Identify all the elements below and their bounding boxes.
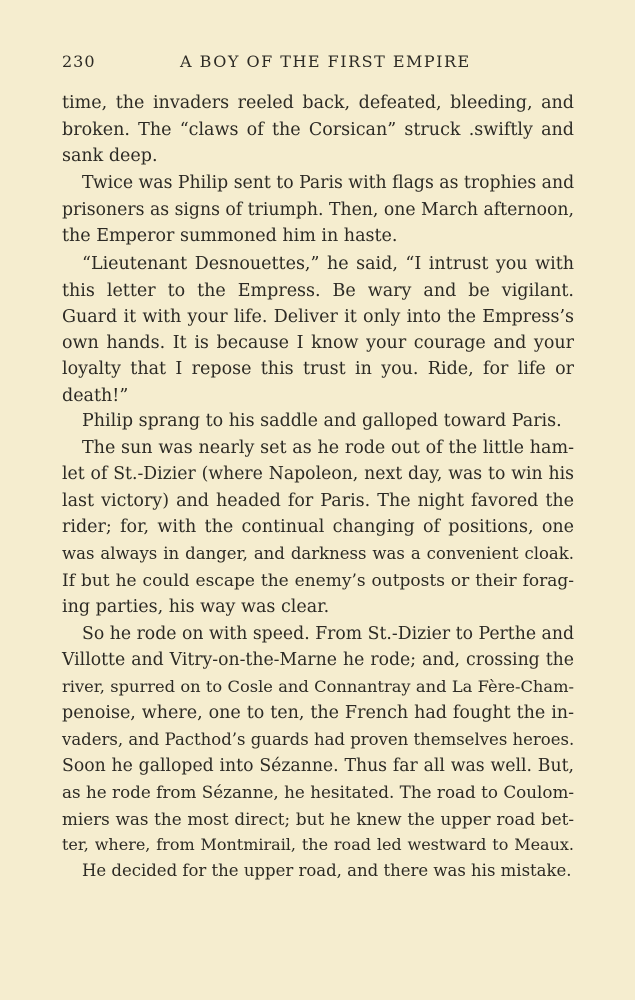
text-line: Villotte and Vitry-on-the-Marne he rode; and, crossing the — [62, 650, 574, 670]
text-line: time, the invaders reeled back, defeated, bleeding, and — [62, 93, 574, 113]
text-line: loyalty that I repose this trust in you. Ride, for life or — [62, 359, 574, 379]
text-line: Philip sprang to his saddle and galloped toward Paris. — [82, 411, 562, 431]
text-line: The sun was nearly set as he rode out of the little ham- — [82, 438, 574, 458]
text-line: vaders, and Pacthod’s guards had proven themselves heroes. — [62, 730, 575, 749]
text-line: broken. The “claws of the Corsican” struck .swiftly and — [62, 120, 574, 140]
text-line: “Lieutenant Desnouettes,” he said, “I intrust you with — [82, 254, 574, 274]
text-line: penoise, where, one to ten, the French had fought the in- — [62, 703, 574, 723]
text-line: If but he could escape the enemy’s outposts or their forag- — [62, 571, 574, 591]
text-line: miers was the most direct; but he knew the upper road bet- — [62, 809, 574, 829]
text-line: ter, where, from Montmirail, the road led westward to Meaux. — [62, 835, 574, 854]
text-line: ing parties, his way was clear. — [62, 597, 330, 617]
text-line: let of St.-Dizier (where Napoleon, next day, was to win his — [62, 464, 574, 484]
text-line: Guard it with your life. Deliver it only into the Empress’s — [62, 307, 574, 327]
text-line: He decided for the upper road, and there was his mistake. — [82, 861, 572, 880]
text-line: Soon he galloped into Sézanne. Thus far all was well. But, — [62, 756, 574, 776]
text-line: the Emperor summoned him in haste. — [62, 226, 398, 246]
text-line: own hands. It is because I know your courage and your — [62, 333, 574, 353]
text-line: as he rode from Sézanne, he hesitated. The road to Coulom- — [62, 782, 574, 802]
text-line: death!” — [62, 386, 129, 406]
text-line: last victory) and headed for Paris. The night favored the — [62, 491, 574, 511]
text-line: rider; for, with the continual changing of positions, one — [62, 517, 574, 537]
page-header — [62, 50, 574, 74]
running-title: A BOY OF THE FIRST EMPIRE — [180, 52, 471, 71]
text-line: river, spurred on to Cosle and Connantray and La Fère-Cham- — [62, 677, 574, 696]
page-number: 230 — [62, 52, 96, 71]
text-line: Twice was Philip sent to Paris with flags as trophies and — [82, 173, 575, 193]
text-line: was always in danger, and darkness was a convenient cloak. — [62, 544, 574, 563]
text-line: prisoners as signs of triumph. Then, one March afternoon, — [62, 200, 575, 220]
text-line: sank deep. — [62, 146, 158, 166]
text-line: this letter to the Empress. Be wary and be vigilant. — [62, 281, 574, 301]
text-line: So he rode on with speed. From St.-Dizier to Perthe and — [82, 624, 574, 644]
